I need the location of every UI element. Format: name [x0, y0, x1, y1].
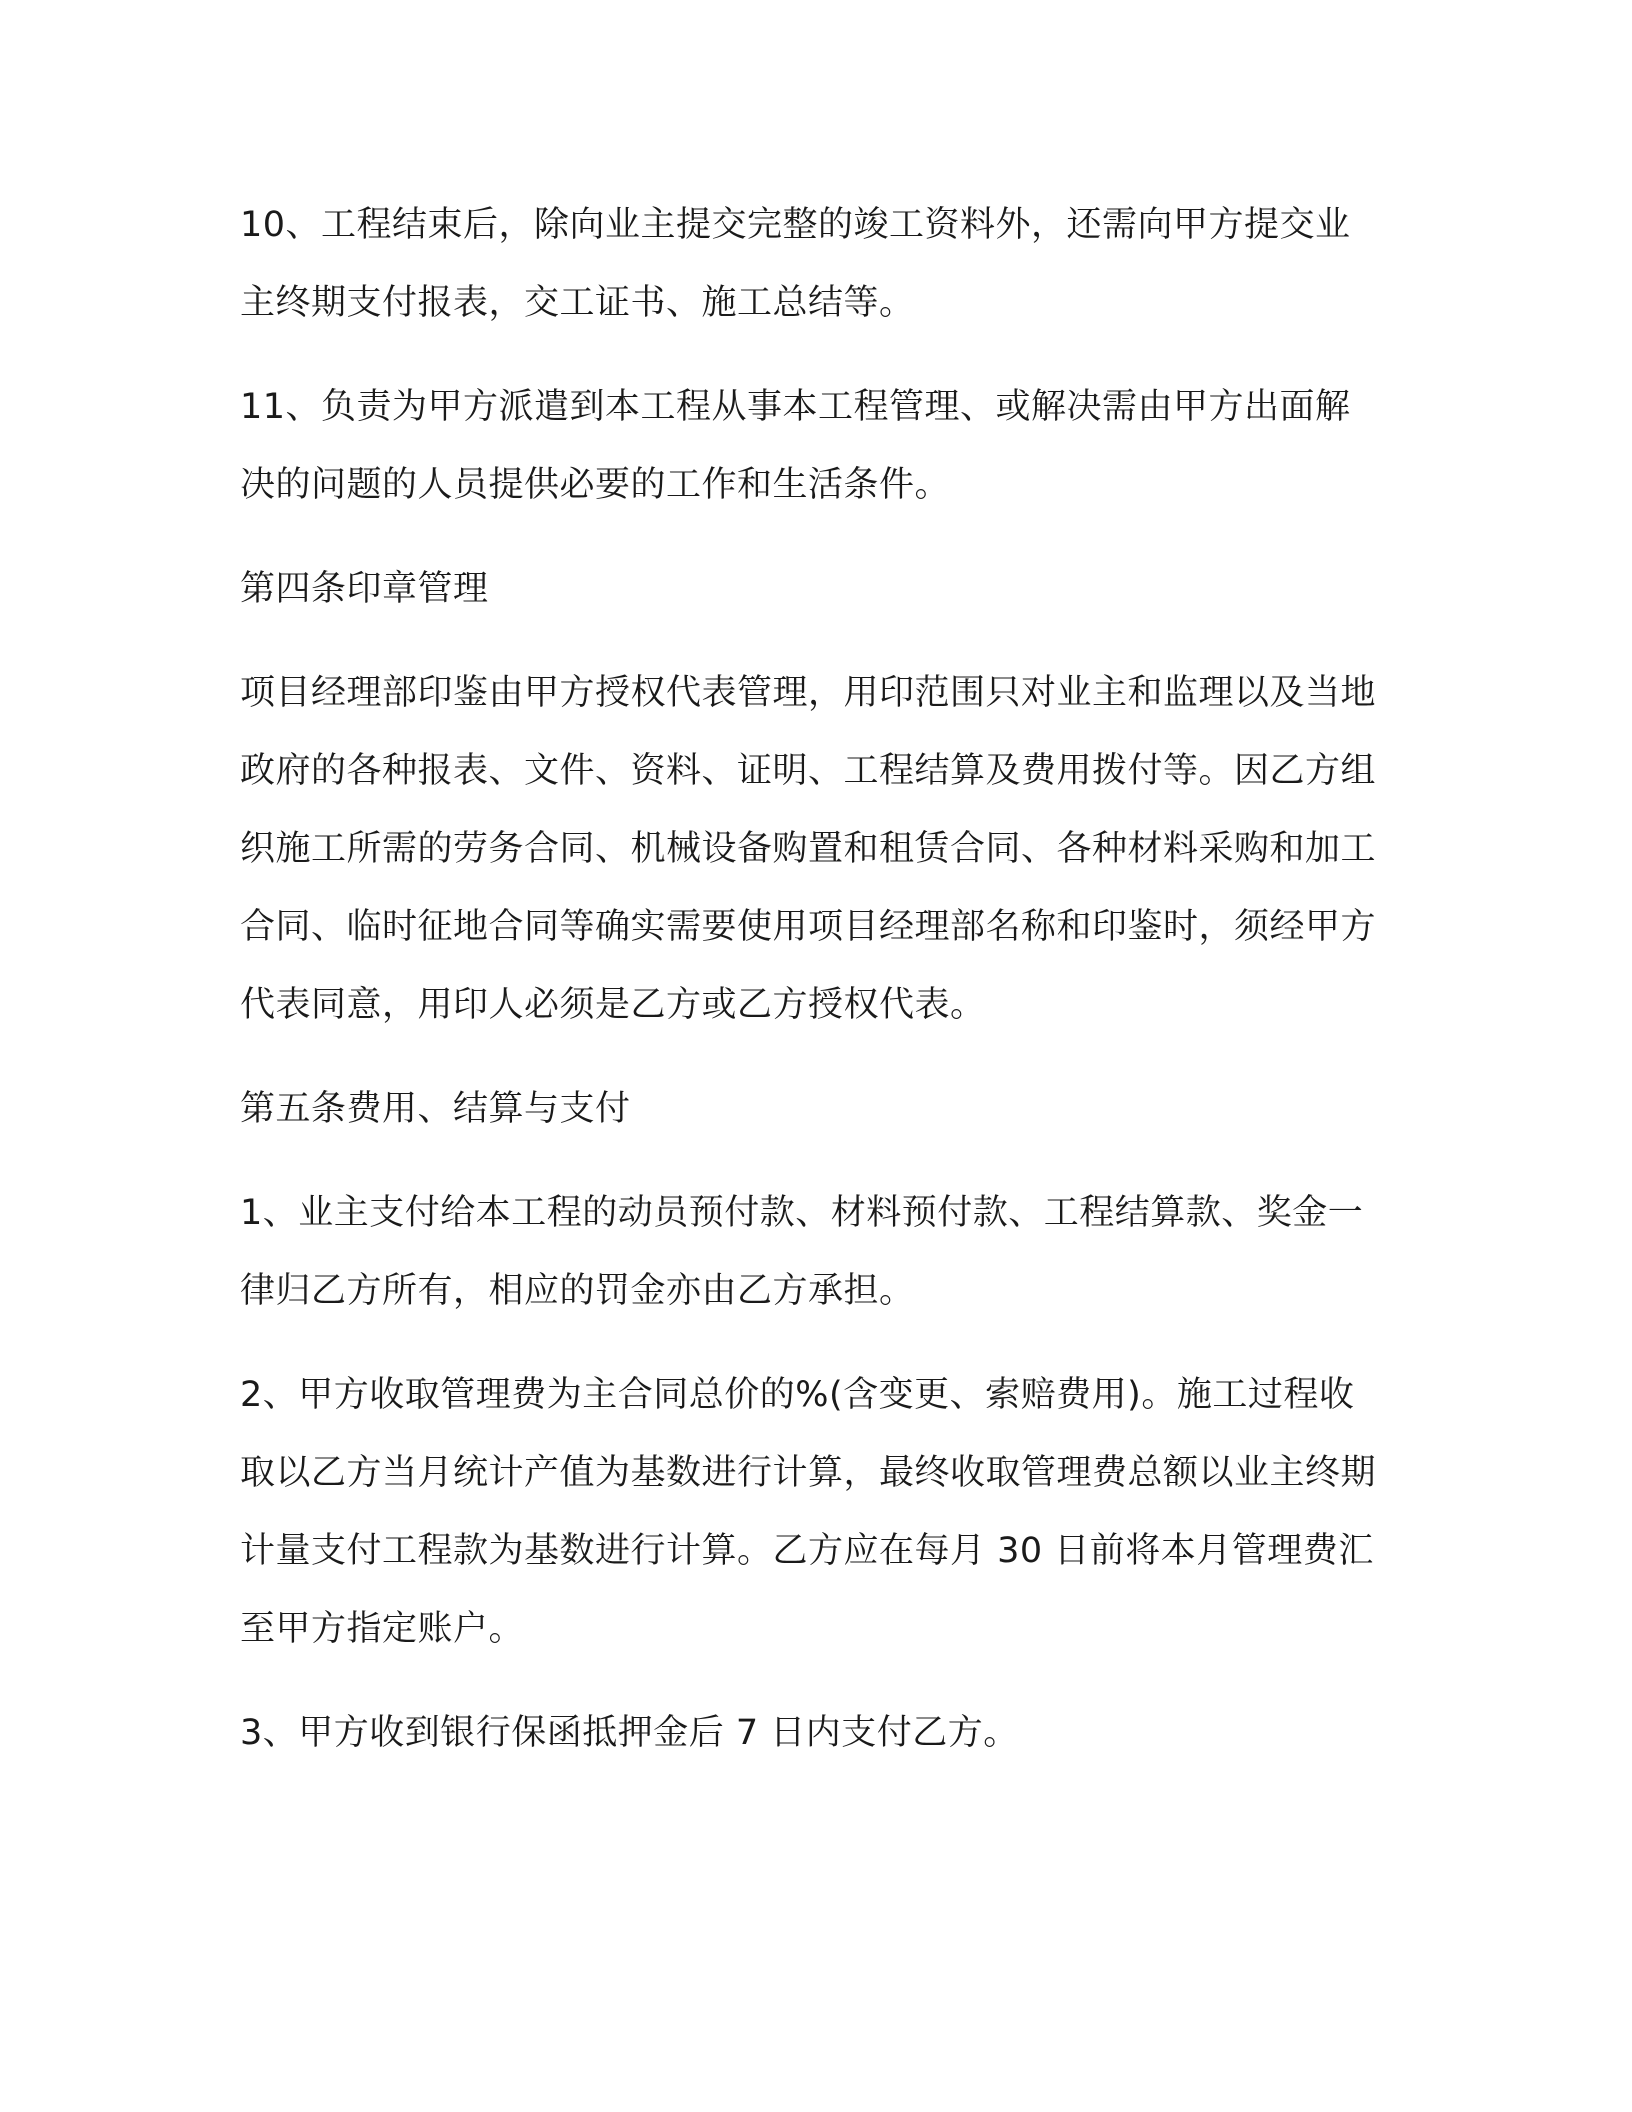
- clause-3-item-10: 10、工程结束后，除向业主提交完整的竣工资料外，还需向甲方提交业主终期支付报表，交工证书、施工总结等。: [240, 205, 1351, 323]
- section-heading-article-4: 第四条印章管理: [240, 569, 489, 609]
- article-5-item-3: 3、甲方收到银行保函抵押金后 7 日内支付乙方。: [240, 1713, 1019, 1753]
- clause-3-item-11: 11、负责为甲方派遣到本工程从事本工程管理、或解决需由甲方出面解决的问题的人员提供必要的工作和生活条件。: [240, 387, 1351, 505]
- article-5-item-1: 1、业主支付给本工程的动员预付款、材料预付款、工程结算款、奖金一律归乙方所有，相应的罚金亦由乙方承担。: [240, 1193, 1364, 1311]
- article-4-body: 项目经理部印鉴由甲方授权代表管理，用印范围只对业主和监理以及当地政府的各种报表、文件、资料、证明、工程结算及费用拨付等。因乙方组织施工所需的劳务合同、机械设备购置和租赁合同、各种材料采购和加工合同、临时征地合同等确实需要使用项目经理部名称和印鉴时，须经甲方代表同意，用印人必须是乙方或乙方授权代表。: [240, 673, 1377, 1025]
- article-5-item-2: 2、甲方收取管理费为主合同总价的%(含变更、索赔费用)。施工过程收取以乙方当月统计产值为基数进行计算，最终收取管理费总额以业主终期计量支付工程款为基数进行计算。乙方应在每月 30 日前将本月管理费汇至甲方指定账户。: [240, 1375, 1377, 1649]
- section-heading-article-5: 第五条费用、结算与支付: [240, 1089, 631, 1129]
- document-body: [240, 186, 1380, 1772]
